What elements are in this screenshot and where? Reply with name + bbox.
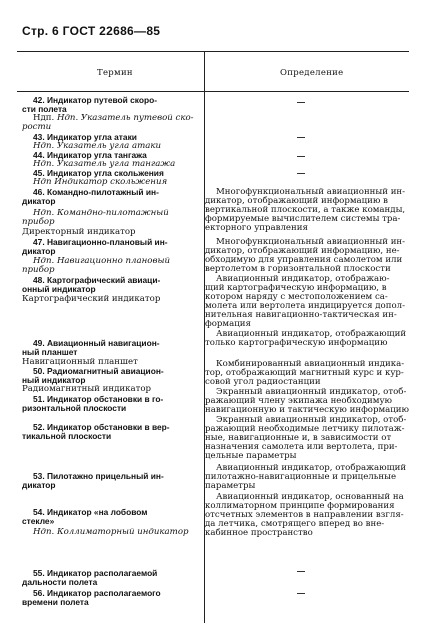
term-53-cont: дикатор	[22, 480, 56, 490]
term-54-cont: стекле»	[22, 516, 55, 526]
term-48-extra: Картографический индикатор	[22, 294, 161, 304]
definition-52-line: ные, навигационные и, в зависимости от	[205, 433, 392, 443]
term-47: 47. Навигационно-плановый ин-	[33, 237, 168, 247]
definition-52-line: ражающий необходимые летчику пилотаж-	[205, 424, 405, 434]
term-45: 45. Индикатор угла скольжения	[33, 168, 164, 178]
definition-47-line: вертолетом в горизонтальной плоскости	[205, 264, 391, 274]
definition-51-line: ражающий члену экипажа необходимую	[205, 396, 393, 406]
term-42-synonym: Ндп. Ндп. Указатель путевой ско-	[33, 113, 194, 123]
term-49-cont: ный планшет	[22, 347, 78, 357]
term-54-synonym: Ндп. Коллиматорный индикатор	[33, 527, 189, 537]
term-42: 42. Индикатор путевой скоро-	[33, 95, 157, 105]
term-44: 44. Индикатор угла тангажа	[33, 150, 147, 160]
definition-47-line: обходимую для управления самолетом или	[205, 255, 403, 265]
table-header-divider	[17, 91, 409, 92]
definition-46-line: Многофункциональный авиационный ин-	[216, 187, 406, 197]
term-50-cont: ный индикатор	[22, 375, 86, 385]
definition-47-line: Многофункциональный авиационный ин-	[216, 237, 406, 247]
definition-46-line: екторного управления	[205, 223, 308, 233]
definition-48-line: котором наряду с местоположением са-	[205, 292, 388, 302]
definition-52-line: назначения самолета или вертолета, при-	[205, 442, 398, 452]
definition-51-line: Экранный авиационный индикатор, отоб-	[216, 387, 407, 397]
term-42-cont: сти полета	[22, 104, 67, 114]
term-49: 49. Авиационный навигацион-	[33, 338, 160, 348]
term-46-synonym-cont: прибор	[22, 217, 55, 227]
column-header-definition: Определение	[280, 68, 344, 78]
definition-54-line: да летчика, смотрящего вперед во вне-	[205, 519, 385, 529]
term-56: 56. Индикатор располагаемого	[33, 588, 161, 598]
term-54: 54. Индикатор «на лобовом	[33, 507, 148, 517]
definition-53-line: параметры	[205, 481, 256, 491]
term-55: 55. Индикатор располагаемой	[33, 568, 158, 578]
definition-50-line: Комбинированный авиационный индика-	[216, 359, 405, 369]
term-53: 53. Пилотажно прицельный ин-	[33, 471, 164, 481]
definition-54-line: отсчетных элементов в направлении взгля-	[205, 510, 404, 520]
term-42-synonym-text: Ндп. Указатель путевой ско-	[56, 113, 194, 123]
term-51-cont: ризонтальной плоскости	[22, 403, 127, 413]
definition-49-line: Авиационный индикатор, отображающий	[216, 329, 407, 339]
definition-54-line: кабинное пространство	[205, 528, 313, 538]
definition-55-dash	[297, 571, 305, 572]
term-50: 50. Радиомагнитный авиацион-	[33, 366, 164, 376]
definition-50-line: тор, отображающий магнитный курс и кур-	[205, 368, 404, 378]
term-45-synonym: Ндп Индикатор скольжения	[33, 177, 168, 187]
definition-48-line: нительная навигационно-тактическая ин-	[205, 310, 397, 320]
definition-52-line: Экранный авиационный индикатор, отоб-	[216, 415, 407, 425]
term-49-extra: Навигационный планшет	[22, 357, 138, 367]
definition-52-line: цельные параметры	[205, 451, 297, 461]
definition-45-dash	[297, 173, 305, 174]
term-47-cont: дикатор	[22, 246, 56, 256]
definition-48-line: молета или вертолета индицируется допол-	[205, 301, 405, 311]
definition-43-dash	[297, 137, 305, 138]
definition-48-line: щий картографическую информацию, в	[205, 283, 387, 293]
term-46-synonym: Ндп. Командно-пилотажный	[33, 208, 169, 218]
definition-49-line: только картографическую информацию	[205, 338, 388, 348]
definition-50-line: совой угол радиостанции	[205, 377, 321, 387]
term-46: 46. Командно-пилотажный ин-	[33, 187, 159, 197]
term-42-synonym-cont: рости	[22, 122, 52, 132]
term-48: 48. Картографический авиаци-	[33, 275, 161, 285]
term-46-cont: дикатор	[22, 196, 56, 206]
term-50-extra: Радиомагнитный индикатор	[22, 384, 152, 394]
definition-46-line: вертикальной плоскости, а также команды,	[205, 205, 406, 215]
term-44-synonym: Ндп. Указатель угла тангажа	[33, 159, 176, 169]
term-46-extra: Директорный индикатор	[22, 227, 136, 237]
definition-44-dash	[297, 156, 305, 157]
term-52-cont: тикальной плоскости	[22, 431, 112, 441]
term-47-synonym-cont: прибор	[22, 265, 55, 275]
term-43-synonym: Ндп. Указатель угла атаки	[33, 141, 162, 151]
column-header-term: Термин	[97, 68, 133, 78]
term-51: 51. Индикатор обстановки в го-	[33, 394, 164, 404]
definition-53-line: Авиационный индикатор, отображающий	[216, 463, 407, 473]
definition-54-line: коллиматорном принципе формирования	[205, 501, 395, 511]
definition-48-line: формация	[205, 319, 251, 329]
term-52: 52. Индикатор обстановки в вер-	[33, 422, 170, 432]
definition-53-line: пилотажно-навигационные и прицельные	[205, 472, 397, 482]
definition-42-dash	[297, 102, 305, 103]
definition-54-line: Авиационный индикатор, основанный на	[216, 492, 404, 502]
term-47-synonym: Ндп. Навигационно плановый	[33, 256, 170, 266]
definition-56-dash	[297, 593, 305, 594]
table-top-border	[17, 51, 409, 52]
term-43: 43. Индикатор угла атаки	[33, 132, 137, 142]
definition-48-line: Авиационный индикатор, отображаю-	[216, 274, 390, 284]
term-55-cont: дальности полета	[22, 577, 98, 587]
term-56-cont: времени полета	[22, 597, 89, 607]
term-48-cont: онный индикатор	[22, 284, 96, 294]
definition-51-line: навигационную и тактическую информацию	[205, 405, 410, 415]
page-header: Стр. 6 ГОСТ 22686—85	[22, 24, 161, 38]
definition-46-line: формируемые вычислителем системы тра-	[205, 214, 401, 224]
definition-47-line: дикатор, отображающий информацию, не-	[205, 246, 400, 256]
definition-46-line: дикатор, отображающий информацию в	[205, 196, 388, 206]
